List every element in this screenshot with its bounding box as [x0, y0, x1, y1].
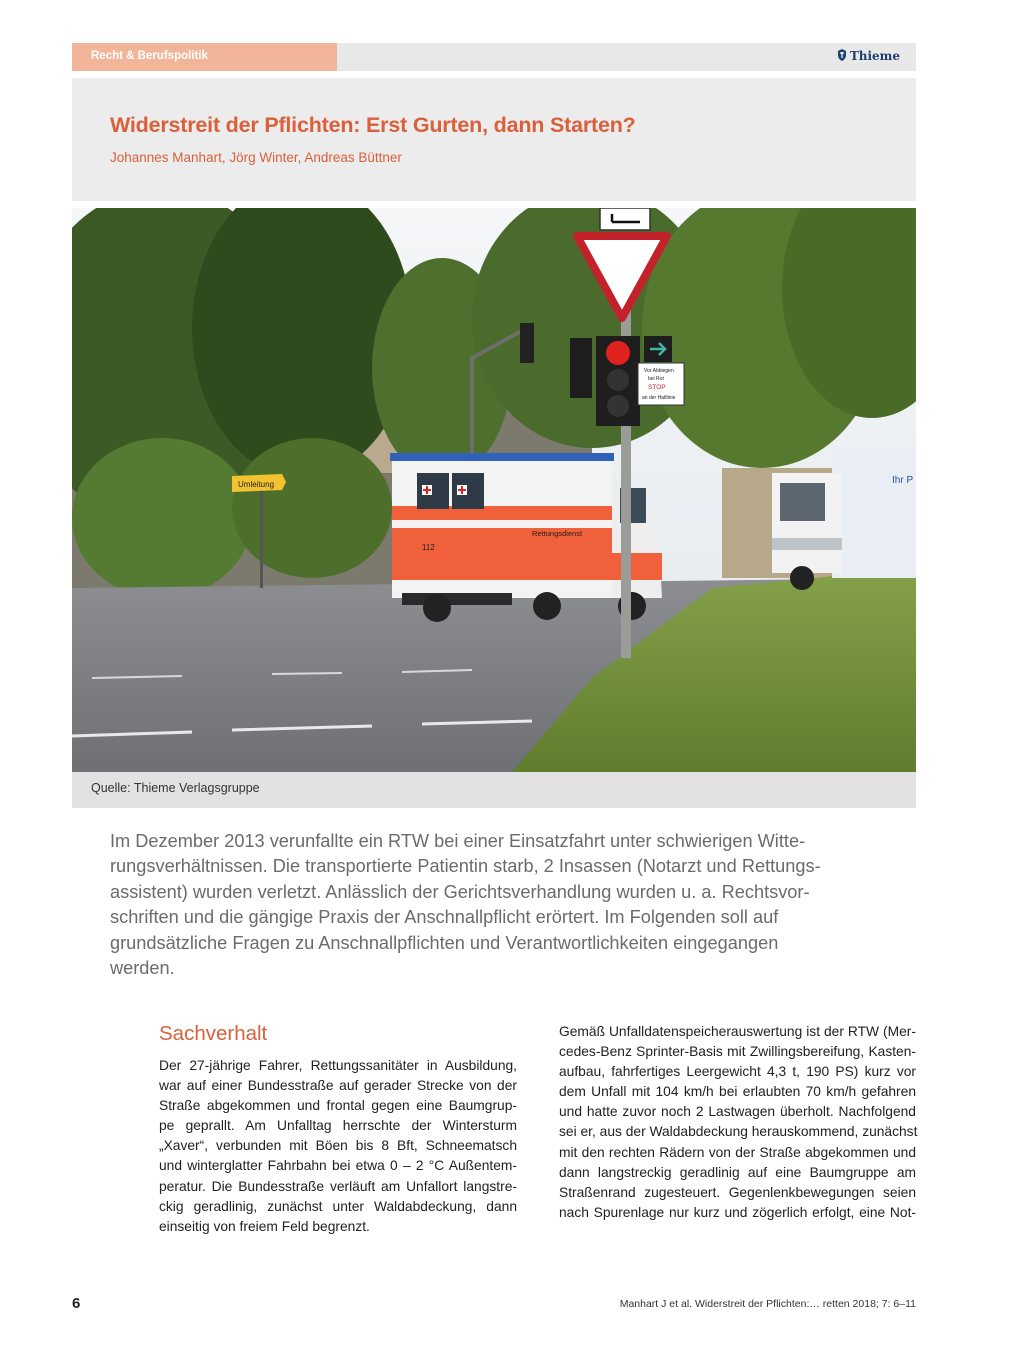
stop-sign-line-1: Vor Abbiegen	[644, 368, 674, 374]
text-line: aufbau, fahrfertiges Leergewicht 4,3 t, 190 PS) kurz vor	[559, 1064, 916, 1080]
text-line: cedes-Benz Sprinter-Basis mit Zwillingsbereifung, Kasten-	[559, 1044, 916, 1060]
text-line: Straße abgekommen und frontal gegen eine Baumgrup-	[159, 1098, 517, 1114]
text-line: pe geprallt. Am Unfalltag herrschte der Wintersturm	[159, 1118, 517, 1134]
publisher-logo	[837, 49, 900, 63]
lead-paragraph	[110, 829, 890, 981]
text-line: dann langstreckig geradlinig auf eine Baumgruppe am	[559, 1164, 916, 1180]
lead-line: assistent) wurden verletzt. Anlässlich der Gerichtsverhandlung wurden u. a. Rechtsvor-	[110, 881, 810, 902]
text-line: Der 27-jährige Fahrer, Rettungssanitäter in Ausbildung,	[159, 1058, 517, 1073]
section-heading: Sachverhalt	[159, 1022, 268, 1045]
lead-line: werden.	[110, 958, 175, 979]
stop-sign-line-3: STOP	[648, 384, 666, 391]
left-column-text	[159, 1056, 517, 1237]
text-line: mit den rechten Rädern von der Straße abgekommen und	[559, 1144, 916, 1160]
truck-text: Ihr P	[892, 475, 914, 486]
left-column	[159, 1022, 517, 1237]
lead-line: schriften und die gängige Praxis der Anschnallpflicht erörtert. Im Folgenden soll auf	[110, 907, 779, 928]
thieme-emblem-icon	[837, 49, 847, 61]
text-line: sei er, aus der Waldabdeckung herauskommend, zunächst	[559, 1124, 918, 1140]
article-authors: Johannes Manhart, Jörg Winter, Andreas Büttner	[110, 150, 402, 165]
lead-line: rungsverhältnissen. Die transportierte Patientin starb, 2 Insassen (Notarzt und Rettungs-	[110, 856, 821, 877]
lead-line: grundsätzliche Fragen zu Anschnallpflichten und Verantwortlichkeiten eingegangen	[110, 932, 779, 953]
text-line: Straßenrand zugesteuert. Gegenlenkbewegungen seien	[559, 1184, 916, 1200]
text-line: nach Spurenlage nur kurz und zögerlich erfolgt, eine Not-	[559, 1204, 916, 1220]
section-tag: Recht & Berufspolitik	[72, 43, 337, 71]
stop-sign-line-2: bei Rot	[648, 376, 664, 382]
text-line: dem Unfall mit 104 km/h bei erlaubten 70 km/h gefahren	[559, 1084, 916, 1100]
ambulance-label: Rettungsdienst	[532, 529, 583, 538]
text-line: „Xaver“, verbunden mit Böen bis 8 Bft, Schneematsch	[159, 1138, 517, 1154]
page-number: 6	[72, 1295, 81, 1312]
text-line: und hatte zuvor noch 2 Lastwagen überholt. Nachfolgend	[559, 1104, 916, 1120]
right-column	[559, 1022, 916, 1223]
article-photo	[72, 208, 916, 772]
detour-sign-text: Umleitung	[238, 480, 275, 489]
right-column-text	[559, 1022, 916, 1223]
text-line: einseitig von freiem Feld begrenzt.	[159, 1218, 370, 1234]
title-box	[72, 78, 916, 201]
text-line: und winterglatter Fahrbahn bei etwa 0 – 2 °C Außentem-	[159, 1158, 517, 1174]
text-line: Gemäß Unfalldatenspeicherauswertung ist der RTW (Mer-	[559, 1024, 916, 1039]
text-line: ckig geradlinig, zunächst unter Waldabdeckung, dann	[159, 1198, 517, 1214]
figure-caption-bar	[72, 772, 916, 808]
article-title: Widerstreit der Pflichten: Erst Gurten, dann Starten?	[110, 113, 636, 137]
publisher-name: Thieme	[849, 49, 900, 63]
stop-sign-line-4: an der Haltlinie	[642, 395, 676, 401]
lead-line: Im Dezember 2013 verunfallte ein RTW bei einer Einsatzfahrt unter schwierigen Witte-	[110, 831, 806, 851]
text-line: war auf einer Bundesstraße auf gerader Strecke von der	[159, 1078, 517, 1094]
header-bar	[72, 43, 916, 71]
ambulance-number: 112	[422, 543, 435, 552]
footer-citation: Manhart J et al. Widerstreit der Pflichten:… retten 2018; 7: 6–11	[619, 1298, 916, 1310]
figure-caption: Quelle: Thieme Verlagsgruppe	[91, 781, 260, 795]
text-line: peratur. Die Bundesstraße verläuft am Unfallort langstre-	[159, 1178, 517, 1194]
